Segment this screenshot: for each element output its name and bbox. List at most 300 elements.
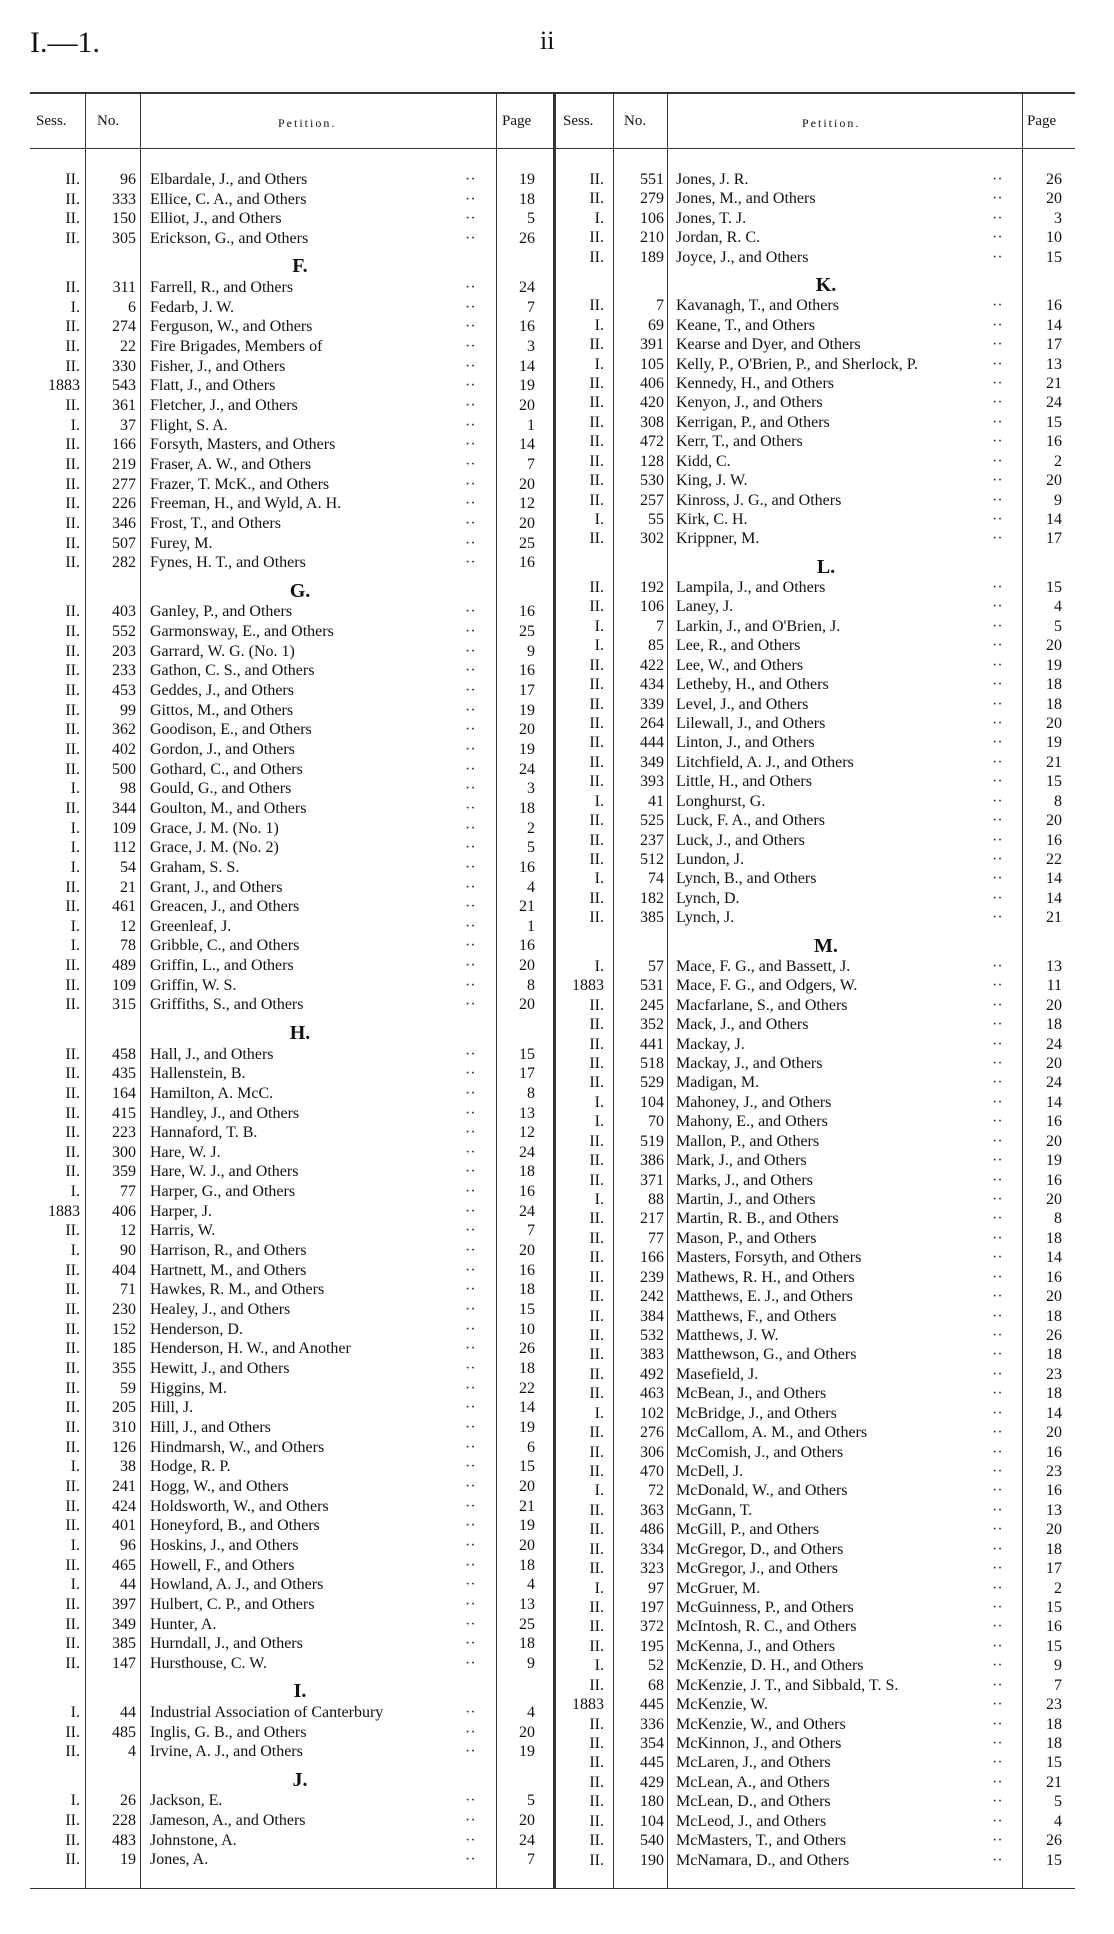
- petition-cell: Joyce, J., and Others: [676, 248, 809, 266]
- leader-dots: ··: [465, 1654, 476, 1672]
- index-row: [0, 831, 1114, 850]
- page-cell: 8: [527, 1084, 535, 1102]
- number-cell: 226: [112, 495, 136, 513]
- petition-cell: Kenyon, J., and Others: [676, 394, 823, 412]
- session-cell: I.: [70, 1536, 80, 1554]
- page-cell: 17: [1046, 336, 1062, 354]
- number-cell: 403: [112, 603, 136, 621]
- index-row: [0, 1248, 1114, 1267]
- leader-dots: ··: [465, 1143, 476, 1161]
- leader-dots: ··: [992, 1540, 1003, 1558]
- number-cell: 470: [640, 1463, 664, 1480]
- session-cell: II.: [589, 579, 604, 596]
- session-cell: II.: [589, 1560, 604, 1578]
- session-cell: II.: [65, 701, 80, 719]
- page-cell: 18: [519, 1163, 535, 1181]
- index-row: [0, 393, 1114, 412]
- header-no-right: No.: [624, 113, 647, 129]
- session-cell: II.: [65, 996, 80, 1014]
- petition-cell: Johnstone, A.: [150, 1831, 237, 1849]
- number-cell: 386: [640, 1152, 664, 1170]
- index-row: [0, 617, 1114, 636]
- session-cell: I.: [70, 780, 80, 798]
- leader-dots: ··: [992, 870, 1003, 888]
- number-cell: 483: [112, 1831, 136, 1849]
- leader-dots: ··: [465, 416, 476, 434]
- petition-cell: Hulbert, C. P., and Others: [150, 1595, 315, 1613]
- session-cell: II.: [589, 394, 604, 412]
- page-cell: 17: [519, 681, 535, 699]
- session-cell: I.: [594, 1579, 604, 1597]
- number-cell: 420: [640, 394, 664, 412]
- session-cell: II.: [65, 1851, 80, 1869]
- leader-dots: ··: [465, 534, 476, 552]
- session-cell: II.: [65, 603, 80, 621]
- petition-cell: Grace, J. M. (No. 2): [150, 839, 279, 857]
- petition-cell: Hamilton, A. McC.: [150, 1084, 274, 1102]
- page-cell: 18: [1046, 1540, 1062, 1558]
- leader-dots: ··: [992, 433, 1003, 451]
- petition-cell: Gordon, J., and Others: [150, 740, 295, 758]
- page-cell: 18: [1046, 676, 1062, 694]
- leader-dots: ··: [465, 1536, 476, 1554]
- index-row: [0, 1462, 1114, 1481]
- session-cell: II.: [589, 1074, 604, 1092]
- leader-dots: ··: [465, 839, 476, 857]
- leader-dots: ··: [465, 1723, 476, 1741]
- leader-dots: ··: [465, 1615, 476, 1633]
- session-cell: II.: [589, 1152, 604, 1170]
- index-row: [0, 209, 1114, 228]
- page-cell: 18: [1046, 1715, 1062, 1733]
- number-cell: 310: [112, 1418, 136, 1436]
- leader-dots: ··: [992, 715, 1003, 732]
- page-cell: 14: [1046, 1404, 1062, 1422]
- page-cell: 12: [519, 1124, 535, 1142]
- session-cell: II.: [65, 878, 80, 896]
- petition-cell: Kinross, J. G., and Others: [676, 491, 842, 509]
- page-cell: 4: [1054, 1812, 1062, 1830]
- index-row: [0, 1443, 1114, 1462]
- page-cell: 19: [519, 701, 535, 719]
- petition-cell: Flight, S. A.: [150, 416, 228, 434]
- leader-dots: ··: [465, 623, 476, 641]
- index-row: [0, 1287, 1114, 1306]
- index-row: [0, 1773, 1114, 1792]
- number-cell: 7: [656, 617, 664, 635]
- page-cell: 22: [519, 1379, 535, 1397]
- petition-cell: Fynes, H. T., and Others: [150, 554, 306, 572]
- number-cell: 406: [640, 375, 664, 392]
- petition-cell: Hurndall, J., and Others: [150, 1635, 303, 1653]
- leader-dots: ··: [992, 1832, 1003, 1850]
- petition-cell: Harper, J.: [150, 1202, 212, 1220]
- leader-dots: ··: [992, 831, 1003, 849]
- page-cell: 20: [519, 996, 535, 1014]
- number-cell: 210: [640, 229, 664, 247]
- petition-cell: Griffiths, S., and Others: [150, 996, 304, 1014]
- petition-cell: Jackson, E.: [150, 1792, 223, 1810]
- page-cell: 14: [519, 436, 535, 454]
- page-cell: 5: [1054, 1793, 1062, 1811]
- session-cell: II.: [589, 1016, 604, 1034]
- number-cell: 323: [640, 1560, 664, 1578]
- number-cell: 465: [112, 1556, 136, 1574]
- petition-cell: Griffin, W. S.: [150, 976, 237, 994]
- session-cell: II.: [65, 623, 80, 641]
- number-cell: 492: [640, 1365, 664, 1383]
- petition-cell: Henderson, H. W., and Another: [150, 1340, 351, 1358]
- session-cell: II.: [65, 1104, 80, 1122]
- session-cell: II.: [589, 851, 604, 868]
- header-page-right: Page: [1027, 113, 1057, 129]
- session-cell: II.: [589, 1171, 604, 1189]
- page-cell: 7: [527, 1222, 535, 1240]
- petition-cell: Greacen, J., and Others: [150, 898, 300, 916]
- page-cell: 18: [1046, 695, 1062, 713]
- leader-dots: ··: [465, 937, 476, 955]
- page-cell: 15: [1046, 1637, 1062, 1655]
- number-cell: 105: [640, 355, 664, 373]
- index-row: [0, 1715, 1114, 1734]
- leader-dots: ··: [992, 1385, 1003, 1403]
- session-cell: II.: [589, 1288, 604, 1306]
- session-cell: II.: [65, 1222, 80, 1240]
- leader-dots: ··: [992, 734, 1003, 752]
- page-numeral: ii: [540, 26, 555, 55]
- session-cell: II.: [589, 1327, 604, 1344]
- header-no-left: No.: [97, 113, 120, 129]
- index-row: [0, 976, 1114, 995]
- session-cell: II.: [589, 1424, 604, 1442]
- session-cell: II.: [65, 1654, 80, 1672]
- index-row: [0, 1345, 1114, 1364]
- leader-dots: ··: [992, 1191, 1003, 1208]
- page-cell: 9: [527, 642, 535, 660]
- page-cell: 16: [519, 603, 535, 621]
- page-cell: 16: [519, 858, 535, 876]
- session-cell: II.: [589, 1812, 604, 1830]
- petition-cell: Furey, M.: [150, 534, 213, 552]
- petition-cell: Fraser, A. W., and Others: [150, 455, 312, 473]
- page-cell: 24: [519, 760, 535, 778]
- petition-cell: Fisher, J., and Others: [150, 357, 286, 375]
- leader-dots: ··: [465, 642, 476, 660]
- index-row: [0, 1268, 1114, 1287]
- leader-dots: ··: [992, 1327, 1003, 1344]
- index-row: [0, 597, 1114, 616]
- page-cell: 17: [1046, 530, 1062, 548]
- session-cell: II.: [589, 1540, 604, 1558]
- index-row: [0, 491, 1114, 510]
- session-cell: I.: [594, 957, 604, 975]
- leader-dots: ··: [992, 1171, 1003, 1189]
- petition-cell: McKenzie, W., and Others: [676, 1715, 846, 1733]
- session-cell: I.: [70, 937, 80, 955]
- number-cell: 371: [640, 1171, 664, 1189]
- page-cell: 21: [1046, 1773, 1062, 1791]
- document-series-id: I.—1.: [30, 26, 100, 59]
- page-cell: 23: [1046, 1463, 1062, 1480]
- number-cell: 434: [640, 676, 664, 694]
- page-cell: 11: [1046, 977, 1062, 995]
- number-cell: 223: [112, 1124, 136, 1142]
- leader-dots: ··: [992, 617, 1003, 635]
- leader-dots: ··: [992, 530, 1003, 548]
- index-row: [0, 1520, 1114, 1539]
- leader-dots: ··: [992, 472, 1003, 490]
- petition-cell: Howland, A. J., and Others: [150, 1576, 324, 1594]
- number-cell: 54: [120, 858, 136, 876]
- session-cell: II.: [589, 598, 604, 616]
- petition-cell: Ganley, P., and Others: [150, 603, 293, 621]
- index-row: [0, 1112, 1114, 1131]
- header-petition-right: Petition.: [802, 116, 861, 130]
- session-cell: II.: [589, 1501, 604, 1519]
- index-row: [0, 1093, 1114, 1112]
- section-letter: H.: [289, 1021, 311, 1044]
- leader-dots: ··: [992, 1132, 1003, 1150]
- leader-dots: ··: [465, 554, 476, 572]
- leader-dots: ··: [992, 1016, 1003, 1034]
- petition-cell: Martin, J., and Others: [676, 1191, 816, 1208]
- leader-dots: ··: [992, 637, 1003, 655]
- page-cell: 4: [527, 1576, 535, 1594]
- leader-dots: ··: [465, 171, 476, 188]
- session-cell: 1883: [572, 977, 604, 995]
- number-cell: 363: [640, 1501, 664, 1519]
- leader-dots: ··: [992, 889, 1003, 907]
- page-cell: 15: [519, 1458, 535, 1476]
- number-cell: 22: [120, 338, 136, 356]
- index-row: [0, 1307, 1114, 1326]
- number-cell: 85: [648, 637, 664, 655]
- number-cell: 355: [112, 1360, 136, 1378]
- leader-dots: ··: [465, 662, 476, 680]
- leader-dots: ··: [992, 1735, 1003, 1752]
- petition-cell: Fire Brigades, Members of: [150, 338, 323, 356]
- page-cell: 24: [519, 1202, 535, 1220]
- index-row: [0, 1676, 1114, 1695]
- session-cell: II.: [65, 740, 80, 758]
- leader-dots: ··: [465, 721, 476, 739]
- leader-dots: ··: [465, 1340, 476, 1358]
- index-row: [0, 733, 1114, 752]
- session-cell: II.: [589, 433, 604, 451]
- page-cell: 14: [519, 357, 535, 375]
- page-cell: 5: [527, 210, 535, 228]
- session-cell: II.: [65, 898, 80, 916]
- leader-dots: ··: [992, 316, 1003, 334]
- page-cell: 20: [519, 1477, 535, 1495]
- session-cell: II.: [589, 375, 604, 392]
- index-row: [0, 1054, 1114, 1073]
- session-cell: II.: [589, 1268, 604, 1286]
- number-cell: 96: [120, 171, 136, 188]
- index-row: [0, 1423, 1114, 1442]
- petition-cell: Kavanagh, T., and Others: [676, 297, 839, 315]
- number-cell: 372: [640, 1618, 664, 1636]
- petition-cell: Fedarb, J. W.: [150, 298, 234, 316]
- petition-cell: Lee, W., and Others: [676, 656, 804, 674]
- page-cell: 14: [519, 1399, 535, 1417]
- session-cell: II.: [65, 1281, 80, 1299]
- number-cell: 4: [128, 1743, 136, 1761]
- leader-dots: ··: [992, 1599, 1003, 1616]
- session-cell: II.: [589, 171, 604, 188]
- page-cell: 21: [1046, 909, 1062, 927]
- page-cell: 18: [519, 190, 535, 208]
- index-row: [0, 636, 1114, 655]
- number-cell: 88: [648, 1191, 664, 1208]
- number-cell: 406: [112, 1202, 136, 1220]
- leader-dots: ··: [992, 1365, 1003, 1383]
- session-cell: II.: [589, 715, 604, 732]
- number-cell: 308: [640, 413, 664, 431]
- session-cell: II.: [65, 1360, 80, 1378]
- leader-dots: ··: [992, 1288, 1003, 1306]
- session-cell: II.: [589, 1735, 604, 1752]
- petition-cell: McMasters, T., and Others: [676, 1832, 847, 1850]
- page-cell: 6: [527, 1438, 535, 1456]
- leader-dots: ··: [465, 1399, 476, 1417]
- number-cell: 26: [120, 1792, 136, 1810]
- session-cell: II.: [589, 831, 604, 849]
- leader-dots: ··: [992, 1812, 1003, 1830]
- leader-dots: ··: [992, 812, 1003, 830]
- page-cell: 16: [1046, 1268, 1062, 1286]
- leader-dots: ··: [992, 598, 1003, 616]
- page-cell: 20: [519, 475, 535, 493]
- section-letter: I.: [293, 1680, 307, 1703]
- leader-dots: ··: [992, 1249, 1003, 1267]
- petition-cell: McGuinness, P., and Others: [676, 1599, 854, 1616]
- leader-dots: ··: [465, 1202, 476, 1220]
- number-cell: 472: [640, 433, 664, 451]
- number-cell: 128: [640, 452, 664, 470]
- petition-cell: Grace, J. M. (No. 1): [150, 819, 279, 837]
- petition-cell: Ellice, C. A., and Others: [150, 190, 307, 208]
- index-row: [0, 996, 1114, 1015]
- number-cell: 453: [112, 681, 136, 699]
- session-cell: II.: [589, 1637, 604, 1655]
- petition-cell: Holdsworth, W., and Others: [150, 1497, 329, 1515]
- number-cell: 41: [648, 792, 664, 810]
- number-cell: 257: [640, 491, 664, 509]
- session-cell: II.: [65, 495, 80, 513]
- leader-dots: ··: [992, 792, 1003, 810]
- leader-dots: ··: [992, 452, 1003, 470]
- petition-cell: Hursthouse, C. W.: [150, 1654, 267, 1672]
- petition-cell: Handley, J., and Others: [150, 1104, 300, 1122]
- session-cell: II.: [589, 452, 604, 470]
- session-cell: II.: [589, 1346, 604, 1364]
- number-cell: 98: [120, 780, 136, 798]
- section-letter: L.: [816, 555, 836, 578]
- leader-dots: ··: [992, 676, 1003, 694]
- petition-cell: Garmonsway, E., and Others: [150, 623, 334, 641]
- page-cell: 22: [1046, 851, 1062, 868]
- page-cell: 2: [1054, 1579, 1062, 1597]
- leader-dots: ··: [465, 1418, 476, 1436]
- leader-dots: ··: [465, 377, 476, 395]
- session-cell: II.: [65, 1517, 80, 1535]
- leader-dots: ··: [992, 1268, 1003, 1286]
- number-cell: 195: [640, 1637, 664, 1655]
- petition-cell: Geddes, J., and Others: [150, 681, 294, 699]
- session-cell: II.: [589, 491, 604, 509]
- leader-dots: ··: [992, 1152, 1003, 1170]
- petition-cell: Farrell, R., and Others: [150, 279, 294, 297]
- page-cell: 24: [519, 1831, 535, 1849]
- leader-dots: ··: [992, 1579, 1003, 1597]
- leader-dots: ··: [992, 1793, 1003, 1811]
- bottom-rule: [30, 1888, 1075, 1889]
- petition-cell: Graham, S. S.: [150, 858, 240, 876]
- number-cell: 311: [112, 279, 136, 297]
- leader-dots: ··: [465, 455, 476, 473]
- session-cell: II.: [589, 297, 604, 315]
- petition-cell: Mathews, R. H., and Others: [676, 1268, 855, 1286]
- page-cell: 16: [1046, 1113, 1062, 1131]
- session-cell: II.: [65, 721, 80, 739]
- leader-dots: ··: [465, 1703, 476, 1721]
- leader-dots: ··: [992, 656, 1003, 674]
- page-cell: 26: [519, 1340, 535, 1358]
- petition-cell: McKinnon, J., and Others: [676, 1735, 842, 1752]
- page-cell: 18: [1046, 1346, 1062, 1364]
- leader-dots: ··: [465, 1477, 476, 1495]
- session-cell: II.: [589, 1521, 604, 1539]
- page-cell: 20: [1046, 996, 1062, 1014]
- session-cell: II.: [65, 1812, 80, 1830]
- page-cell: 8: [527, 976, 535, 994]
- session-cell: II.: [589, 753, 604, 771]
- leader-dots: ··: [992, 209, 1003, 227]
- petition-cell: Litchfield, A. J., and Others: [676, 753, 854, 771]
- petition-cell: Luck, F. A., and Others: [676, 812, 825, 830]
- index-row: [0, 1831, 1114, 1850]
- page-cell: 24: [1046, 394, 1062, 412]
- leader-dots: ··: [465, 1458, 476, 1476]
- leader-dots: ··: [992, 248, 1003, 266]
- page-cell: 16: [1046, 1482, 1062, 1500]
- petition-cell: Industrial Association of Canterbury: [150, 1703, 384, 1721]
- petition-cell: Kidd, C.: [676, 452, 731, 470]
- page-cell: 20: [1046, 812, 1062, 830]
- index-row: [0, 335, 1114, 354]
- petition-cell: Kelly, P., O'Brien, P., and Sherlock, P.: [676, 355, 918, 373]
- index-row: [0, 1812, 1114, 1831]
- number-cell: 531: [640, 977, 664, 995]
- session-cell: II.: [589, 1307, 604, 1325]
- leader-dots: ··: [992, 1676, 1003, 1694]
- leader-dots: ··: [465, 1379, 476, 1397]
- petition-cell: Matthewson, G., and Others: [676, 1346, 857, 1364]
- session-cell: II.: [65, 976, 80, 994]
- header-sess-left: Sess.: [36, 113, 67, 129]
- petition-cell: Lee, R., and Others: [676, 637, 801, 655]
- number-cell: 435: [112, 1065, 136, 1083]
- leader-dots: ··: [992, 1657, 1003, 1675]
- session-cell: II.: [65, 1163, 80, 1181]
- petition-cell: Jordan, R. C.: [676, 229, 760, 247]
- session-cell: II.: [65, 681, 80, 699]
- page-cell: 13: [1046, 355, 1062, 373]
- number-cell: 404: [112, 1261, 136, 1279]
- petition-cell: Mackay, J.: [676, 1035, 745, 1053]
- page-cell: 3: [1054, 209, 1062, 227]
